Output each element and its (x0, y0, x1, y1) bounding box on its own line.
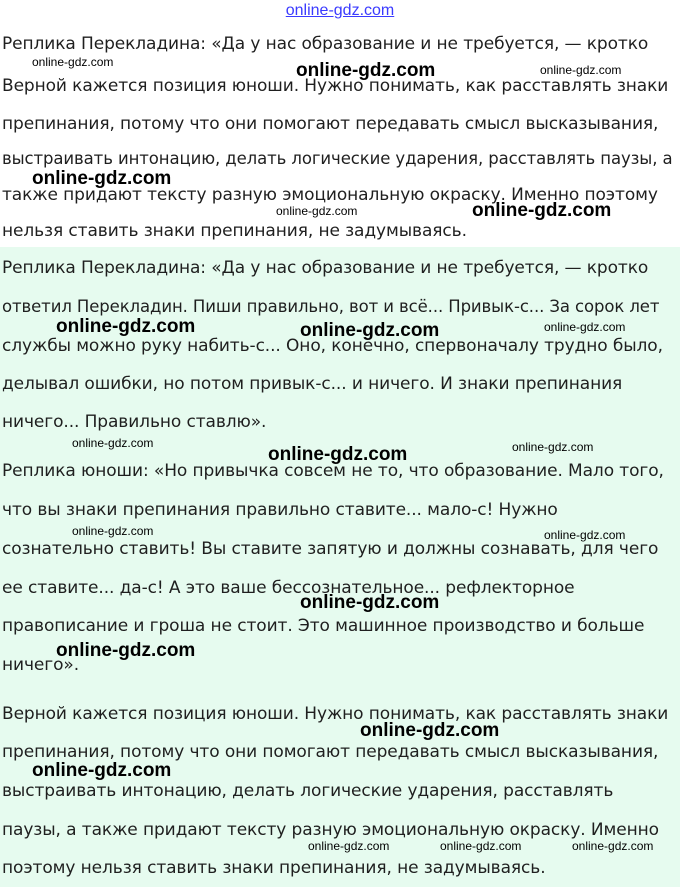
site-link[interactable]: online-gdz.com (285, 2, 395, 19)
watermark: online-gdz.com (360, 720, 500, 741)
watermark: online-gdz.com (56, 640, 196, 661)
text-line: делывал ошибки, но потом привык-с... и ничего. И знаки препинания (2, 374, 623, 394)
text-line: Реплика Перекладина: «Да у нас образование и не требуется, — кротко (2, 34, 649, 54)
text-line: службы можно руку набить-с... Оно, конечно, спервоначалу трудно было, (2, 336, 663, 356)
watermark: online-gdz.com (440, 839, 522, 853)
text-line: выстраивать интонацию, делать логические ударения, расставлять паузы, а (2, 149, 673, 168)
text-line: ответил Перекладин. Пиши правильно, вот и всё... Привык-с... За сорок лет (2, 297, 660, 316)
text-line: паузы, а также придают тексту разную эмоциональную окраску. Именно (2, 820, 659, 840)
text-line: ее ставите... да-с! А это ваше бессознательное... рефлекторное (2, 578, 575, 598)
watermark: online-gdz.com (544, 528, 626, 542)
text-line: поэтому нельзя ставить знаки препинания, не задумываясь. (2, 858, 546, 878)
text-line: препинания, потому что они помогают передавать смысл высказывания, (2, 742, 659, 762)
watermark: online-gdz.com (296, 60, 436, 81)
watermark: online-gdz.com (56, 316, 196, 337)
watermark: online-gdz.com (32, 55, 114, 69)
watermark: online-gdz.com (512, 440, 594, 454)
text-line: препинания, потому что они помогают передавать смысл высказывания, (2, 114, 659, 134)
text-line: нельзя ставить знаки препинания, не задумываясь. (2, 221, 467, 241)
text-line: также придают тексту разную эмоциональную окраску. Именно поэтому (2, 185, 658, 205)
text-line: правописание и гроша не стоит. Это машинное производство и больше (2, 616, 645, 636)
text-line: что вы знаки препинания правильно ставите... мало-с! Нужно (2, 500, 558, 520)
text-line: Верной кажется позиция юноши. Нужно понимать, как расставлять знаки (2, 76, 669, 96)
text-line: Верной кажется позиция юноши. Нужно понимать, как расставлять знаки (2, 704, 669, 724)
watermark: online-gdz.com (572, 839, 654, 853)
watermark: online-gdz.com (308, 839, 390, 853)
text-line: ничего... Правильно ставлю». (2, 412, 267, 432)
text-line: Реплика Перекладина: «Да у нас образование и не требуется, — кротко (2, 258, 649, 278)
watermark: online-gdz.com (300, 592, 440, 613)
text-line: выстраивать интонацию, делать логические ударения, расставлять (2, 781, 614, 801)
text-line: ничего». (2, 655, 80, 675)
watermark: online-gdz.com (276, 204, 358, 218)
watermark: online-gdz.com (72, 436, 154, 450)
watermark: online-gdz.com (32, 760, 172, 781)
watermark: online-gdz.com (300, 320, 440, 341)
text-line: сознательно ставить! Вы ставите запятую и должны сознавать, для чего (2, 539, 659, 559)
watermark: online-gdz.com (540, 63, 622, 77)
watermark: online-gdz.com (472, 200, 612, 221)
text-line: Реплика юноши: «Но привычка совсем не то, что образование. Мало того, (2, 461, 664, 481)
watermark: online-gdz.com (268, 444, 408, 465)
watermark: online-gdz.com (32, 168, 172, 189)
watermark: online-gdz.com (72, 524, 154, 538)
watermark: online-gdz.com (544, 320, 626, 334)
